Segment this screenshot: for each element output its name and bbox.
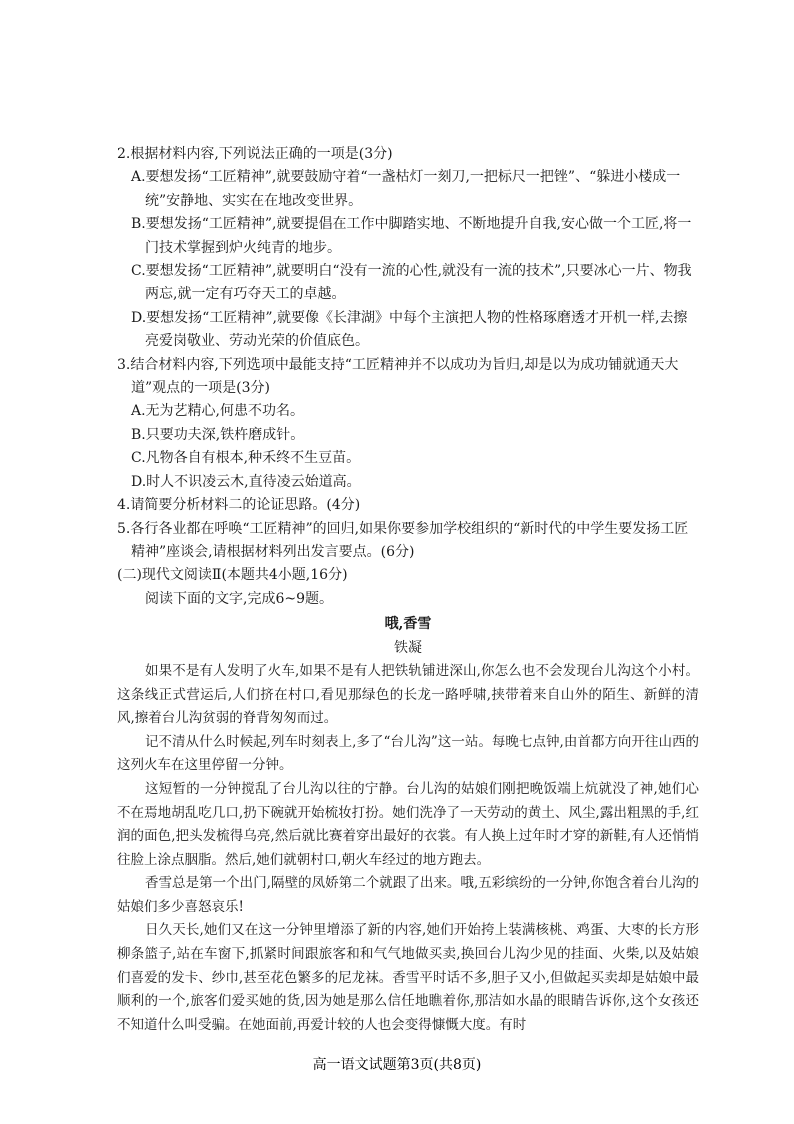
question-3-option-a: A.无为艺精心,何患不功名。 <box>131 403 305 420</box>
story-author: 铁凝 <box>394 639 422 656</box>
question-3-stem: 3.结合材料内容,下列选项中最能支持“工匠精神并不以成功为旨归,却是以为成功铺就通天大道”观点的一项是(3分) <box>117 356 679 397</box>
story-paragraph: 香雪总是第一个出门,隔壁的凤娇第二个就跟了出来。哦,五彩缤纷的一分钟,你饱含着台儿沟的姑娘们多少喜怒哀乐! <box>117 875 699 915</box>
question-3-option-c: C.凡物各自有根本,种禾终不生豆苗。 <box>131 450 361 467</box>
question-2-stem: 2.根据材料内容,下列说法正确的一项是(3分) <box>117 146 393 162</box>
question-4: 4.请简要分析材料二的论证思路。(4分) <box>117 497 361 514</box>
page-footer: 高一语文试题第3页(共8页) <box>312 1057 482 1073</box>
question-2-option-a: A.要想发扬“工匠精神”,就要鼓励守着“一盏枯灯一刻刀,一把标尺一把锉”、“躲进小楼成一统”安静地、实实在在地改变世界。 <box>131 169 681 209</box>
question-2-option-d: D.要想发扬“工匠精神”,就要像《长津湖》中每个主演把人物的性格琢磨透才开机一样,去擦亮爱岗敬业、劳动光荣的价值底色。 <box>131 309 688 350</box>
story-paragraph: 如果不是有人发明了火车,如果不是有人把铁轨铺进深山,你怎么也不会发现台儿沟这个小村。这条线正式营运后,人们挤在村口,看见那绿色的长龙一路呼啸,挟带着来自山外的陌生、新鲜的清风,擦着台儿沟贫弱的脊背匆匆而过。 <box>117 662 699 727</box>
question-2-option-b: B.要想发扬“工匠精神”,就要提倡在工作中脚踏实地、不断地提升自我,安心做一个工匠,将一门技术掌握到炉火纯青的地步。 <box>131 216 692 256</box>
question-3-option-b: B.只要功夫深,铁杵磨成针。 <box>131 426 305 443</box>
story-paragraph: 日久天长,她们又在这一分钟里增添了新的内容,她们开始挎上装满核桃、鸡蛋、大枣的长方形柳条篮子,站在车窗下,抓紧时间跟旅客和和气气地做买卖,换回台儿沟少见的挂面、火柴,以及姑娘们喜爱的发卡、纱巾,甚至花色繁多的尼龙袜。香雪平时话不多,胆子又小,但做起买卖却是姑娘中最顺利的一个,旅客们爱买她的货,因为她是那么信任地瞧着你,那洁如水晶的眼睛告诉你,这个女孩还不知道什么叫受骗。在她面前,再爱计较的人也会变得慷慨大度。有时 <box>117 922 699 1033</box>
question-5: 5.各行各业都在呼唤“工匠精神”的回归,如果你要参加学校组织的“新时代的中学生要发扬工匠精神”座谈会,请根据材料列出发言要点。(6分) <box>117 520 689 560</box>
section-heading: (二)现代文阅读Ⅱ(本题共4小题,16分) <box>117 567 348 584</box>
question-3-option-d: D.时人不识凌云木,直待凌云始道高。 <box>131 473 361 490</box>
question-2-option-c: C.要想发扬“工匠精神”,就要明白“没有一流的心性,就没有一流的技术”,只要冰心一片、物我两忘,就一定有巧夺天工的卓越。 <box>131 263 692 303</box>
story-body <box>117 660 699 1038</box>
story-paragraph: 这短暂的一分钟搅乱了台儿沟以往的宁静。台儿沟的姑娘们刚把晚饭端上炕就没了神,她们心不在焉地胡乱吃几口,扔下碗就开始梳妆打扮。她们洗净了一天劳动的黄土、风尘,露出粗黑的手,红润的面色,把头发梳得乌亮,然后就比赛着穿出最好的衣裳。有人换上过年时才穿的新鞋,有人还悄悄往脸上涂点胭脂。然后,她们就朝村口,朝火车经过的地方跑去。 <box>117 780 699 868</box>
section-instruction: 阅读下面的文字,完成6~9题。 <box>145 590 333 607</box>
story-paragraph: 记不清从什么时候起,列车时刻表上,多了“台儿沟”这一站。每晚七点钟,由首都方向开往山西的这列火车在这里停留一分钟。 <box>117 733 699 774</box>
story-title: 哦,香雪 <box>384 616 432 633</box>
